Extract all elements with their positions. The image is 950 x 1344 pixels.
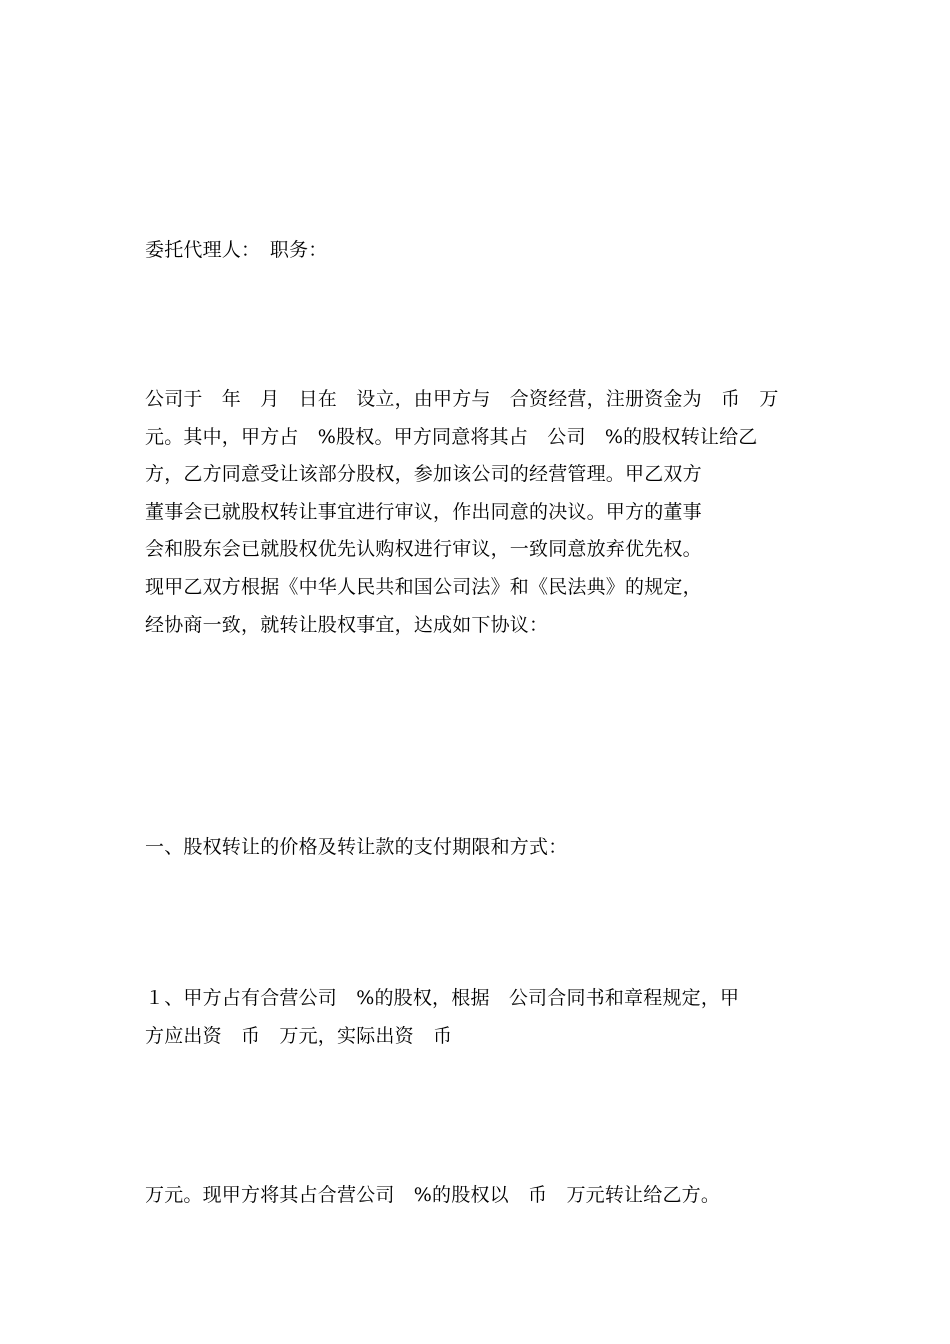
clause-1 [145,980,810,1055]
agent-line [145,232,810,270]
clause-1-continuation [145,1177,810,1215]
clause-1-line: 方应出资 币 万元，实际出资 币 [145,1024,453,1047]
preamble-line: 现甲乙双方根据《中华人民共和国公司法》和《民法典》的规定， [145,575,702,598]
section-heading-text: 一、股权转让的价格及转让款的支付期限和方式： [145,836,568,858]
clause-1-line: １、甲方占有合营公司 %的股权，根据 公司合同书和章程规定，甲 [145,987,740,1009]
preamble-line: 公司于 年 月 日在 设立，由甲方与 合资经营，注册资金为 币 万 [145,388,779,410]
preamble-line: 方，乙方同意受让该部分股权，参加该公司的经营管理。甲乙双方 [145,463,702,486]
preamble-paragraph [145,381,810,644]
preamble-line: 董事会已就股权转让事宜进行审议，作出同意的决议。甲方的董事 [145,500,702,523]
preamble-line: 元。其中，甲方占 %股权。甲方同意将其占 公司 %的股权转让给乙 [145,425,758,448]
agent-line-text: 委托代理人： 职务： [145,239,328,261]
clause-1-continuation-text: 万元。现甲方将其占合营公司 %的股权以 币 万元转让给乙方。 [145,1184,721,1206]
section-heading [145,829,810,867]
preamble-line: 经协商一致，就转让股权事宜，达成如下协议： [145,613,549,636]
preamble-line: 会和股东会已就股权优先认购权进行审议，一致同意放弃优先权。 [145,538,702,561]
